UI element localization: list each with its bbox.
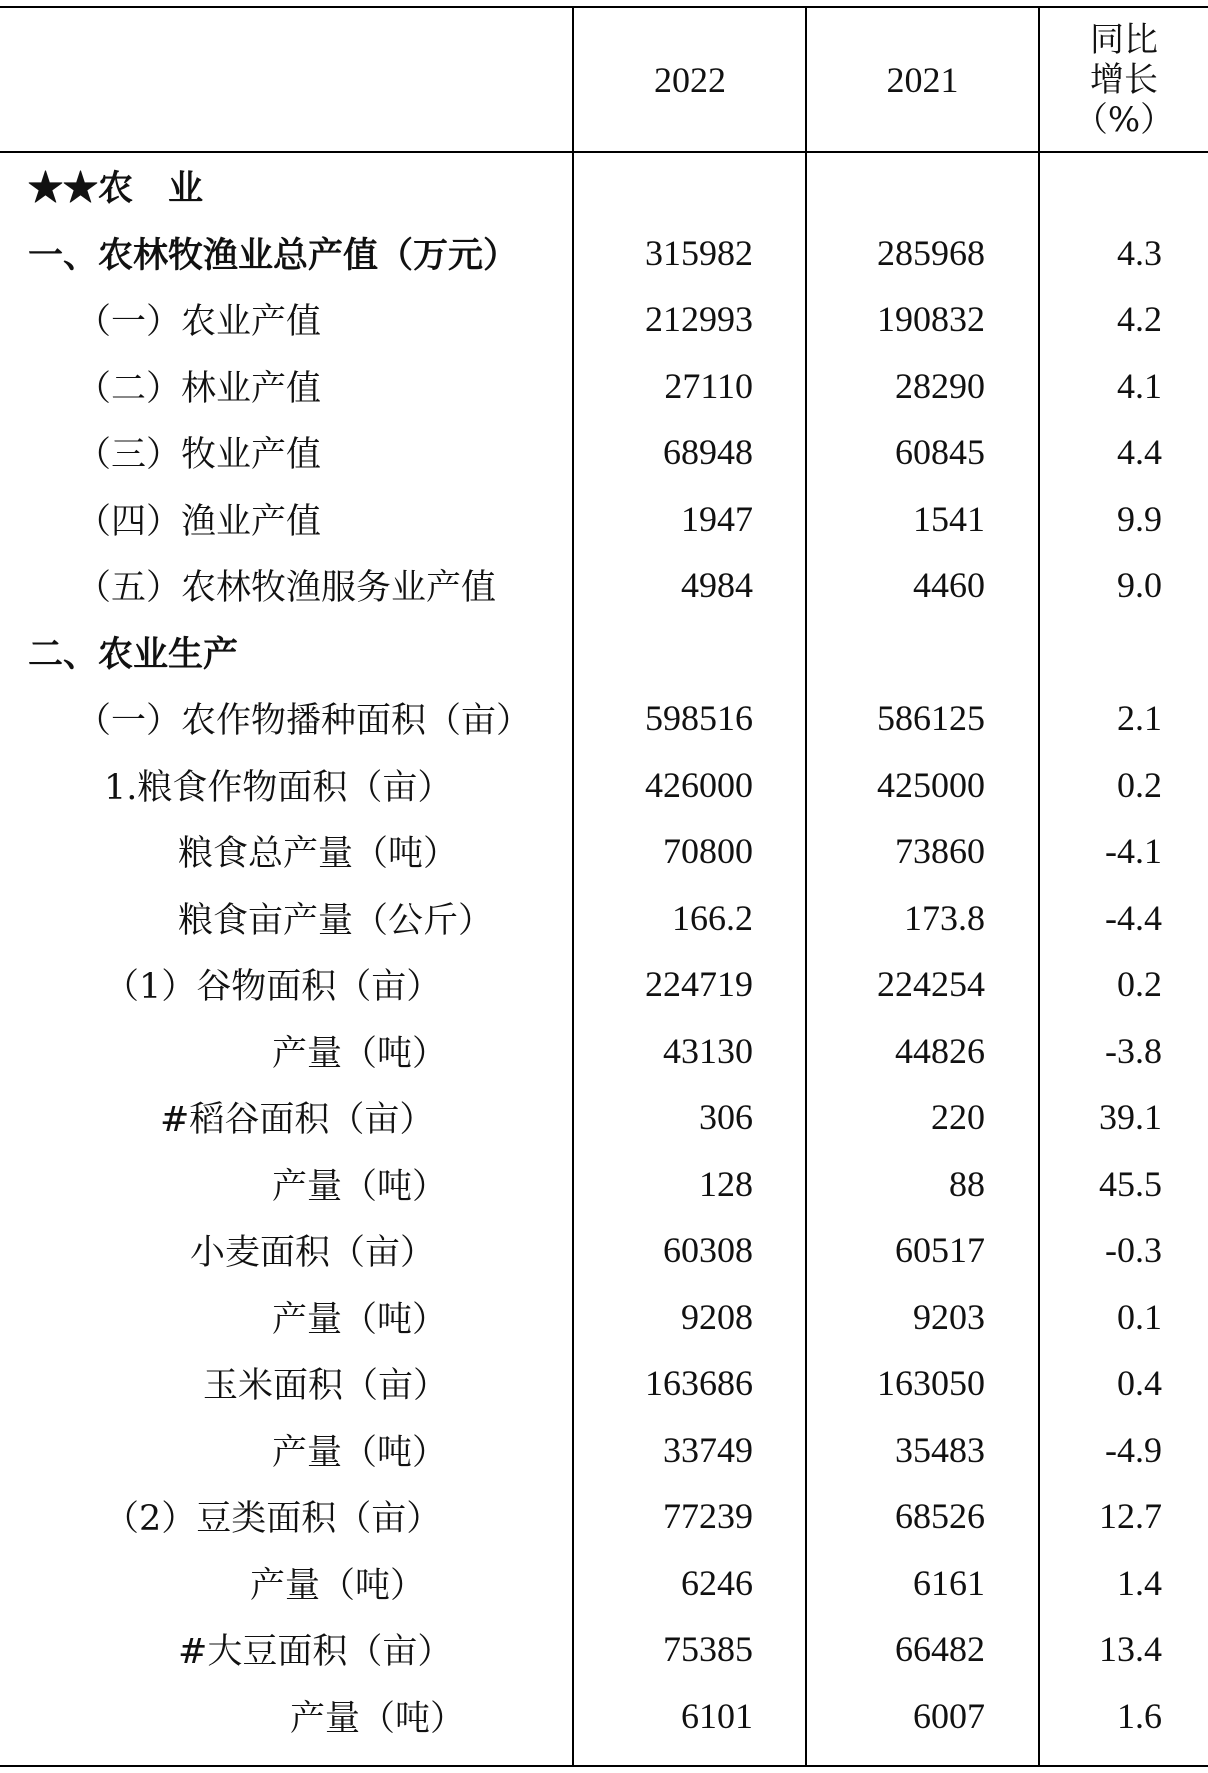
row-label: #稻谷面积（亩） (160, 1100, 435, 1141)
table-row (0, 220, 1208, 287)
table-row (0, 885, 1208, 952)
value-2021 (807, 619, 985, 686)
value-2021: 224254 (877, 964, 985, 1005)
value-2021: 73860 (895, 831, 985, 872)
growth-rate: 13.4 (1099, 1629, 1162, 1670)
value-2021: 6007 (913, 1695, 985, 1736)
row-label: 产量（吨） (272, 1299, 448, 1340)
value-2022 (575, 619, 753, 686)
value-2021: 9203 (913, 1296, 985, 1337)
table-row (0, 419, 1208, 486)
row-label: 1.粮食作物面积（亩） (104, 767, 453, 808)
row-label: 产量（吨） (290, 1698, 466, 1739)
value-2021: 35483 (895, 1429, 985, 1470)
header-growth (1040, 8, 1208, 151)
value-2022: 598516 (645, 698, 753, 739)
value-2022: 77239 (663, 1496, 753, 1537)
table-row (0, 286, 1208, 353)
value-2022: 43130 (663, 1030, 753, 1071)
table-row (0, 685, 1208, 752)
value-2022: 4984 (681, 565, 753, 606)
value-2021: 44826 (895, 1030, 985, 1071)
value-2022: 212993 (645, 299, 753, 340)
value-2021: 220 (931, 1097, 985, 1138)
column-divider (572, 6, 574, 1767)
table-row (0, 1683, 1208, 1750)
growth-rate: 9.0 (1117, 565, 1162, 606)
header-2021: 2021 (886, 59, 959, 100)
growth-rate: 4.1 (1117, 365, 1162, 406)
table-row (0, 1018, 1208, 1085)
value-2021: 1541 (913, 498, 985, 539)
table-row (0, 1417, 1208, 1484)
growth-rate: 1.4 (1117, 1562, 1162, 1603)
table-header (0, 6, 1208, 153)
growth-rate: 45.5 (1099, 1163, 1162, 1204)
value-2021: 4460 (913, 565, 985, 606)
value-2022: 60308 (663, 1230, 753, 1271)
row-label: （一）农作物播种面积（亩） (76, 701, 532, 742)
value-2022: 166.2 (672, 897, 753, 938)
row-label: （一）农业产值 (76, 302, 322, 343)
table-row (0, 619, 1208, 686)
value-2021: 190832 (877, 299, 985, 340)
value-2022: 75385 (663, 1629, 753, 1670)
header-growth-line2: 增长 (1090, 59, 1158, 100)
growth-rate: 1.6 (1117, 1695, 1162, 1736)
row-label: 产量（吨） (272, 1432, 448, 1473)
growth-rate: 39.1 (1099, 1097, 1162, 1138)
column-divider (805, 6, 807, 1767)
table-row (0, 1483, 1208, 1550)
row-label: 产量（吨） (272, 1166, 448, 1207)
row-label: 粮食总产量（吨） (178, 834, 459, 875)
table-row (0, 1616, 1208, 1683)
table-row (0, 1151, 1208, 1218)
value-2022: 68948 (663, 432, 753, 473)
growth-rate: -4.4 (1105, 897, 1162, 938)
value-2021: 68526 (895, 1496, 985, 1537)
row-label: （2）豆类面积（亩） (104, 1499, 442, 1540)
value-2021 (807, 153, 985, 220)
value-2021: 425000 (877, 764, 985, 805)
growth-rate: 9.9 (1117, 498, 1162, 539)
growth-rate: 4.4 (1117, 432, 1162, 473)
value-2021: 173.8 (904, 897, 985, 938)
value-2021: 60517 (895, 1230, 985, 1271)
table-row (0, 752, 1208, 819)
value-2021: 60845 (895, 432, 985, 473)
table-row (0, 153, 1208, 220)
value-2022: 6246 (681, 1562, 753, 1603)
row-label: 玉米面积（亩） (203, 1366, 449, 1407)
row-label: （二）林业产值 (76, 368, 322, 409)
value-2022: 224719 (645, 964, 753, 1005)
row-label: 一、农林牧渔业总产值（万元） (28, 234, 519, 276)
header-2022: 2022 (654, 59, 726, 100)
row-label: （四）渔业产值 (76, 501, 322, 542)
value-2022: 70800 (663, 831, 753, 872)
row-label: ★★农 业 (28, 168, 204, 210)
value-2022: 9208 (681, 1296, 753, 1337)
table-row (0, 1084, 1208, 1151)
table-row (0, 1284, 1208, 1351)
column-divider (1038, 6, 1040, 1767)
value-2021: 28290 (895, 365, 985, 406)
table-row (0, 818, 1208, 885)
table-row (0, 1550, 1208, 1617)
row-label: （1）谷物面积（亩） (104, 967, 442, 1008)
value-2021: 163050 (877, 1363, 985, 1404)
table-body (0, 153, 1208, 1749)
row-label: 粮食亩产量（公斤） (178, 900, 494, 941)
value-2022: 27110 (664, 365, 753, 406)
header-growth-line1: 同比 (1090, 19, 1158, 60)
table-row (0, 1350, 1208, 1417)
row-label: （三）牧业产值 (76, 435, 322, 476)
table-row (0, 353, 1208, 420)
row-label: 产量（吨） (250, 1565, 426, 1606)
value-2021: 66482 (895, 1629, 985, 1670)
row-label: #大豆面积（亩） (178, 1632, 453, 1673)
value-2022: 306 (699, 1097, 753, 1138)
growth-rate: 0.1 (1117, 1296, 1162, 1337)
growth-rate: -3.8 (1105, 1030, 1162, 1071)
value-2022 (575, 153, 753, 220)
row-label: 二、农业生产 (28, 633, 239, 675)
value-2022: 315982 (645, 232, 753, 273)
value-2022: 33749 (663, 1429, 753, 1470)
value-2021: 88 (949, 1163, 985, 1204)
growth-rate (1040, 619, 1162, 686)
row-label: 产量（吨） (272, 1033, 448, 1074)
header-growth-line3: （%） (1073, 99, 1175, 140)
table-row (0, 486, 1208, 553)
value-2022: 128 (699, 1163, 753, 1204)
table-bottom-border (0, 1765, 1208, 1767)
table-row (0, 552, 1208, 619)
row-label: 小麦面积（亩） (190, 1233, 436, 1274)
value-2021: 586125 (877, 698, 985, 739)
growth-rate: -4.1 (1105, 831, 1162, 872)
growth-rate: -4.9 (1105, 1429, 1162, 1470)
table-row (0, 951, 1208, 1018)
growth-rate: 0.2 (1117, 764, 1162, 805)
value-2022: 426000 (645, 764, 753, 805)
growth-rate: 2.1 (1117, 698, 1162, 739)
growth-rate: 4.3 (1117, 232, 1162, 273)
value-2022: 1947 (681, 498, 753, 539)
value-2022: 6101 (681, 1695, 753, 1736)
value-2022: 163686 (645, 1363, 753, 1404)
table-row (0, 1217, 1208, 1284)
growth-rate: 0.2 (1117, 964, 1162, 1005)
growth-rate: 12.7 (1099, 1496, 1162, 1537)
value-2021: 285968 (877, 232, 985, 273)
value-2021: 6161 (913, 1562, 985, 1603)
statistics-table (0, 6, 1208, 1749)
growth-rate (1040, 153, 1162, 220)
row-label: （五）农林牧渔服务业产值 (76, 568, 497, 609)
growth-rate: -0.3 (1105, 1230, 1162, 1271)
growth-rate: 4.2 (1117, 299, 1162, 340)
growth-rate: 0.4 (1117, 1363, 1162, 1404)
